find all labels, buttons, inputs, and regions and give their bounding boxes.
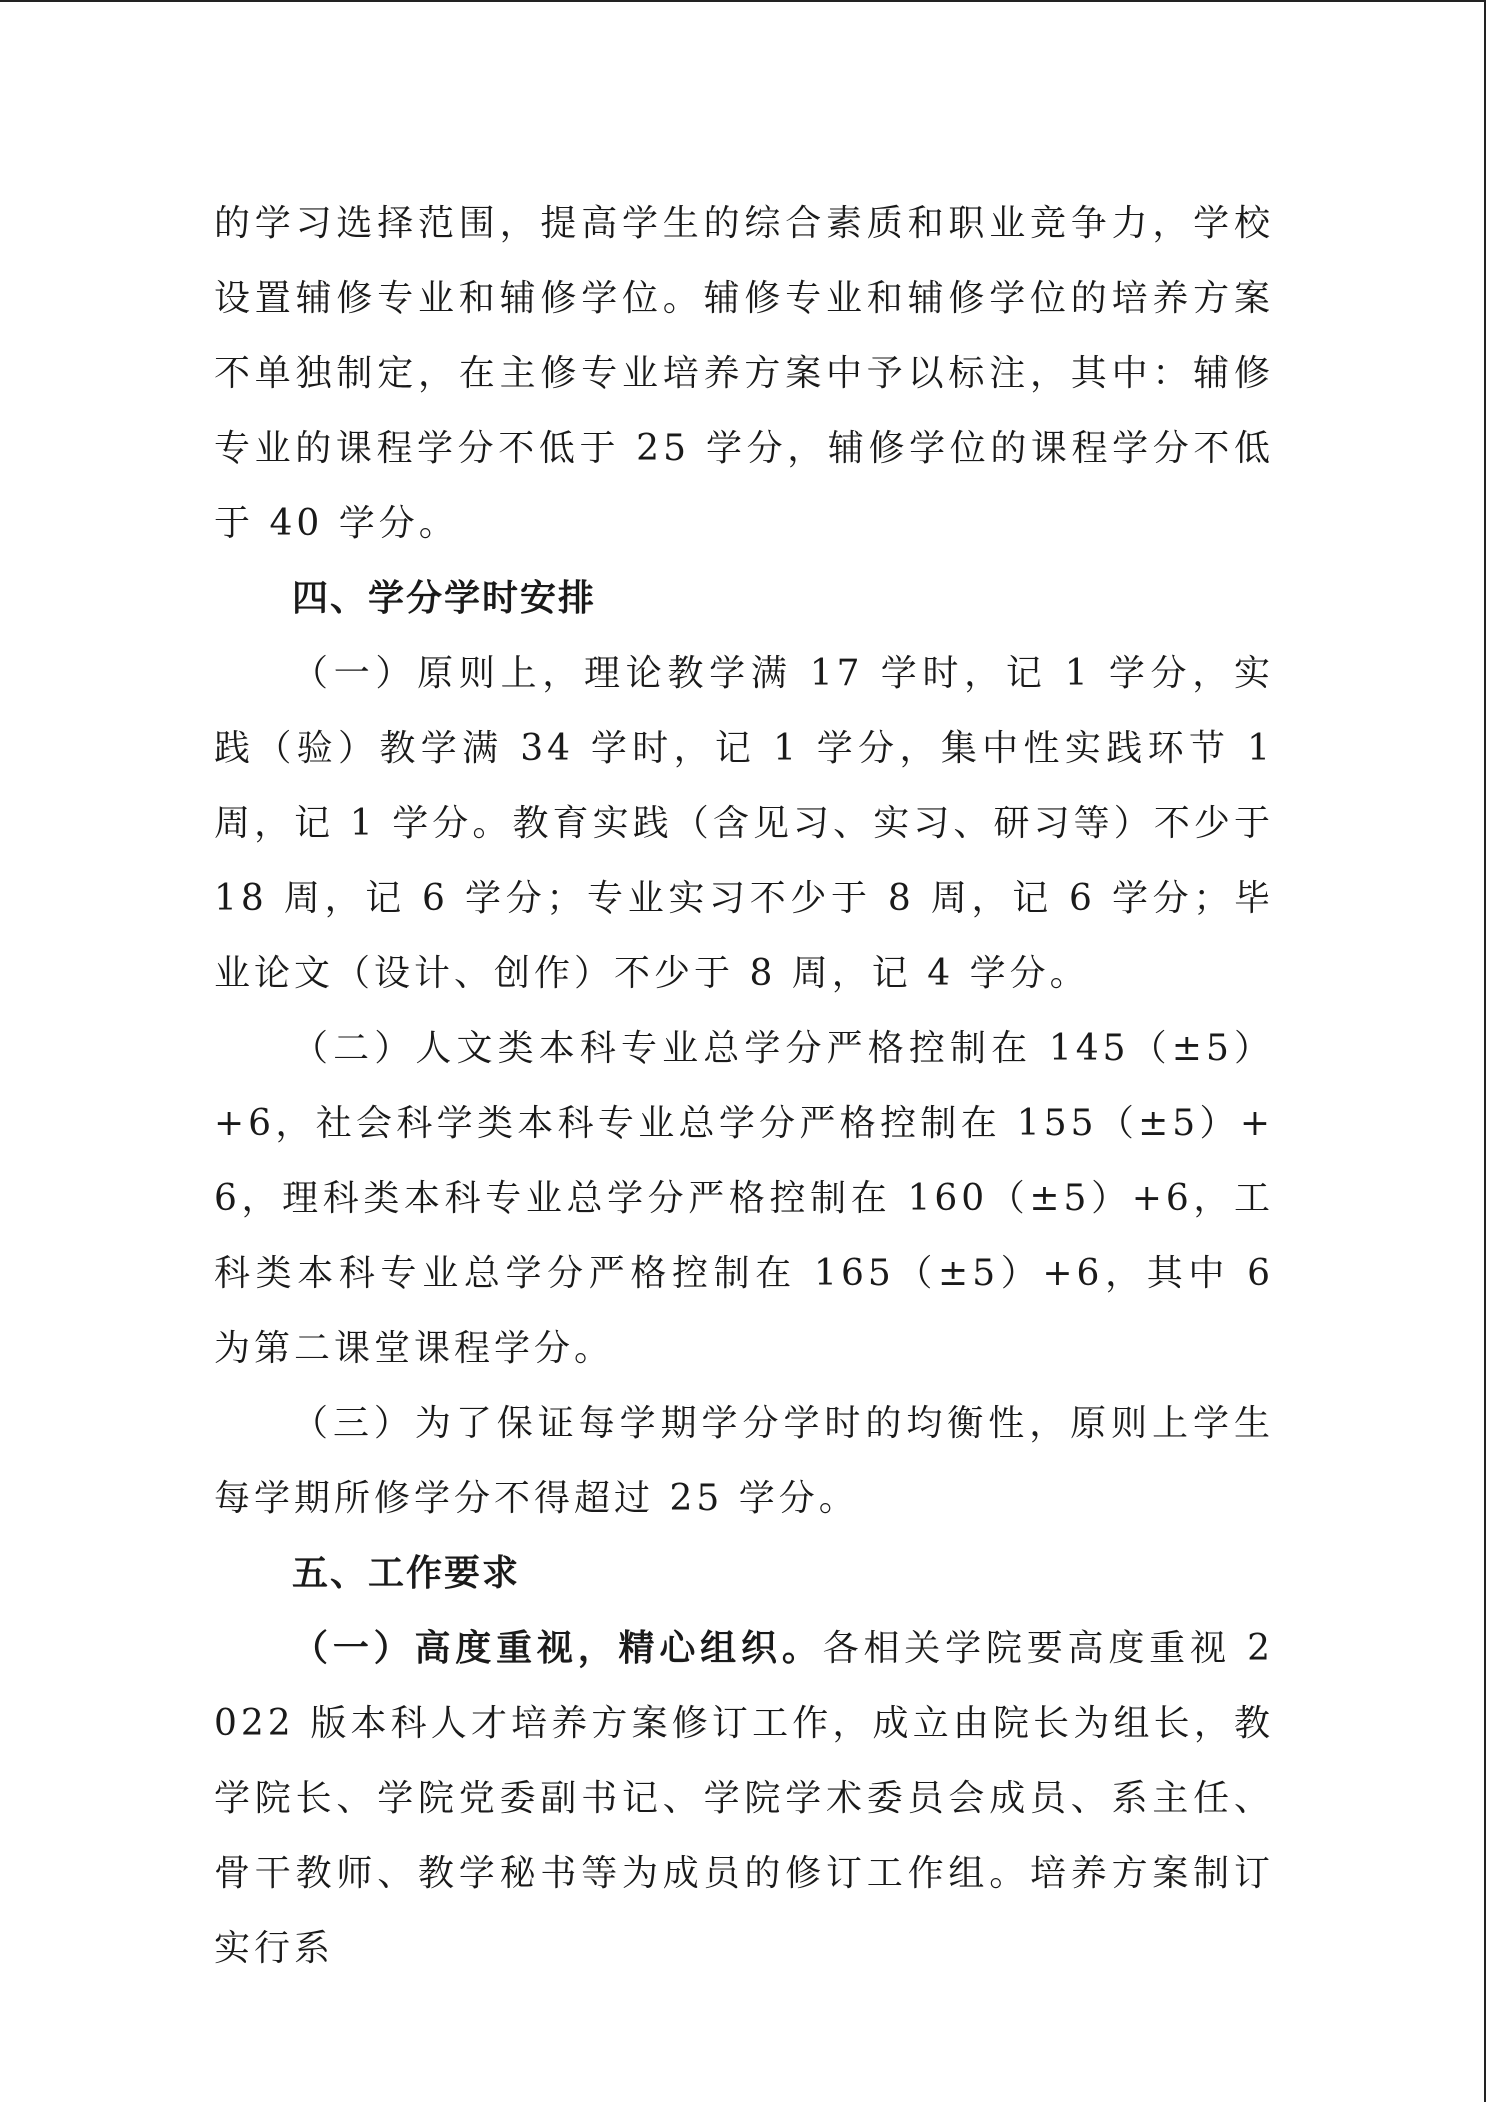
section-five-heading: 五、工作要求 — [292, 1553, 521, 1594]
intro-paragraph: 的学习选择范围，提高学生的综合素质和职业竞争力，学校设置辅修专业和辅修学位。辅修专业和辅修学位的培养方案不单独制定，在主修专业培养方案中予以标注，其中：辅修专业的课程学分不低于 25 学分，辅修学位的课程学分不低于 40 学分。 — [214, 203, 1274, 544]
section-four-item-3: （三）为了保证每学期学分学时的均衡性，原则上学生每学期所修学分不得超过 25 学分。 — [214, 1403, 1274, 1519]
section-four-heading: 四、学分学时安排 — [292, 578, 597, 619]
section-five-item-1-body: 各相关学院要高度重视 2022 版本科人才培养方案修订工作，成立由院长为组长，教学院长、学院党委副书记、学院学术委员会成员、系主任、骨干教师、教学秘书等为成员的修订工作组。培养方案制订实行系 — [214, 1628, 1274, 1969]
section-four-item-2: （二）人文类本科专业总学分严格控制在 145（±5）+6，社会科学类本科专业总学分严格控制在 155（±5）+6，理科类本科专业总学分严格控制在 160（±5）+6，工科类本科专业总学分严格控制在 165（±5）+6，其中 6 为第二课堂课程学分。 — [214, 1028, 1274, 1369]
document-body — [214, 186, 1274, 1986]
section-four-item-1: （一）原则上，理论教学满 17 学时，记 1 学分，实践（验）教学满 34 学时，记 1 学分，集中性实践环节 1 周，记 1 学分。教育实践（含见习、实习、研习等）不少于 18 周，记 6 学分；专业实习不少于 8 周，记 6 学分；毕业论文（设计、创作）不少于 8 周，记 4 学分。 — [214, 653, 1274, 994]
section-five-item-1 — [214, 1611, 1274, 1986]
section-five-item-1-lead: （一）高度重视，精心组织。 — [292, 1627, 823, 1669]
